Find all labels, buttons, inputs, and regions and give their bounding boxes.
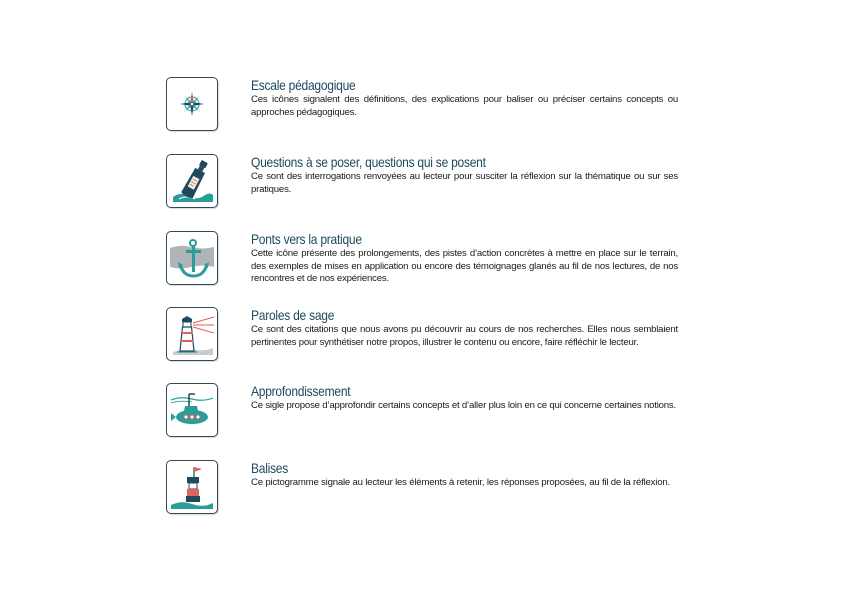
entry-title: Escale pédagogique [251, 77, 356, 93]
entry-description: Ce sigle propose d’approfondir certains concepts et d’aller plus loin en ce qui concerne certaines notions. [251, 400, 676, 411]
anchor-icon [167, 232, 217, 284]
icon-frame [166, 383, 218, 437]
icon-frame [166, 77, 218, 131]
icon-frame [166, 231, 218, 285]
entry-title: Ponts vers la pratique [251, 231, 362, 247]
icon-frame [166, 307, 218, 361]
entry-description: Cette icône présente des prolongements, des pistes d’action concrètes à mettre en place sur le terrain, des exemples de mises en application ou encore des témoignages glanés au fil de nos lectures, de nos rencontres et de nos expériences. [251, 248, 678, 284]
legend-entry-ponts [166, 231, 686, 287]
entry-title: Balises [251, 460, 289, 476]
entry-title: Questions à se poser, questions qui se posent [251, 154, 486, 170]
legend-entry-paroles [166, 307, 686, 363]
compass-rose-icon [167, 78, 217, 130]
legend-entry-questions [166, 154, 686, 210]
entry-description: Ces icônes signalent des définitions, des explications pour baliser ou préciser certains concepts ou approches pédagogiques. [251, 94, 678, 118]
entry-description: Ce sont des citations que nous avons pu découvrir au cours de nos recherches. Elles nous semblaient pertinentes pour synthétiser notre propos, illustrer le contenu ou encore, faire réfléchir le lecteur. [251, 324, 678, 348]
buoy-beacon-icon [167, 461, 217, 513]
legend-entry-approfondissement [166, 383, 686, 439]
message-in-bottle-icon [167, 155, 217, 207]
entry-description: Ce pictogramme signale au lecteur les éléments à retenir, les réponses proposées, au fil de la réflexion. [251, 477, 670, 488]
submarine-icon [167, 384, 217, 436]
legend-entry-balises [166, 460, 686, 516]
entry-description: Ce sont des interrogations renvoyées au lecteur pour susciter la réflexion sur la thématique ou sur ses pratiques. [251, 171, 678, 195]
lighthouse-icon [167, 308, 217, 360]
legend-entry-escale [166, 77, 686, 133]
entry-title: Paroles de sage [251, 307, 335, 323]
entry-title: Approfondissement [251, 383, 351, 399]
icon-frame [166, 460, 218, 514]
icon-frame [166, 154, 218, 208]
